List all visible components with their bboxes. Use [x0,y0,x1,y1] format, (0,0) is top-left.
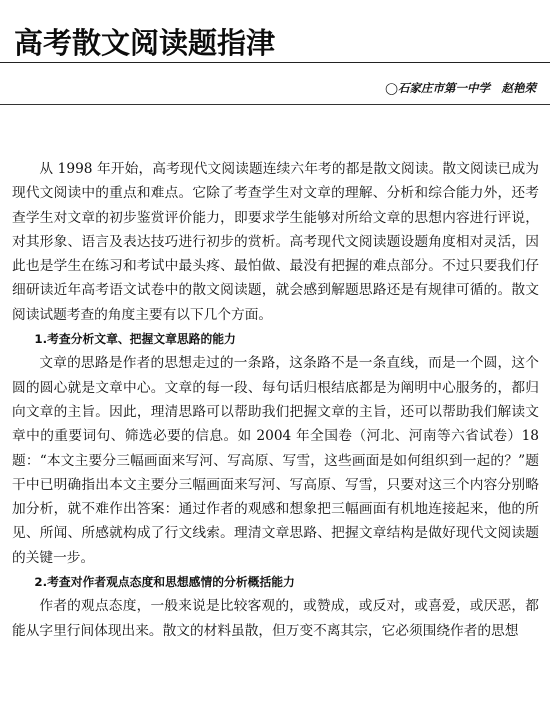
article-body [12,157,539,643]
article-title: 高考散文阅读题指津 [14,26,276,60]
section-1-paragraph: 文章的思路是作者的思想走过的一条路，这条路不是一条直线，而是一个圆，这个圆的圆心就是文章中心。文章的每一段、每句话归根结底都是为阐明中心服务的，都归向文章的主旨。因此，理清思路可以帮助我们把握文章的主旨，还可以帮助我们解读文章中的重要词句、筛选必要的信息。如 2004 年全国卷（河北、河南等六省试卷）18 题：“本文主要分三幅画面来写河、写高原、写雪，这些画面是如何组织到一起的？”题干中已明确指出本文主要分三幅画面来写河、写高原、写雪，只要对这三个内容分别略加分析，就不难作出答案：通过作者的观感和想象把三幅画面有机地连接起来，他的所见、所闻、所感就构成了行文线索。理清文章思路、把握文章结构是做好现代文阅读题的关键一步。 [12,355,539,566]
section-2-paragraph: 作者的观点态度，一般来说是比较客观的，或赞成，或反对，或喜爱，或厌恶，都能从字里行间体现出来。散文的材料虽散，但万变不离其宗，它必须围绕作者的思想 [12,598,539,639]
title-divider [0,62,550,63]
author-byline: ◯石家庄市第一中学 赵艳荣 [385,81,536,95]
byline-divider [0,104,550,105]
section-2-heading: 2.考查对作者观点态度和思想感情的分析概括能力 [34,575,295,590]
section-1-heading: 1.考查分析文章、把握文章思路的能力 [34,332,236,347]
intro-paragraph: 从 1998 年开始，高考现代文阅读题连续六年考的都是散文阅读。散文阅读已成为现代文阅读中的重点和难点。它除了考查学生对文章的理解、分析和综合能力外，还考查学生对文章的初步鉴赏评价能力，即要求学生能够对所给文章的思想内容进行评说，对其形象、语言及表达技巧进行初步的赏析。高考现代文阅读题设题角度相对灵活，因此也是学生在练习和考试中最头疼、最怕做、最没有把握的难点部分。不过只要我们仔细研读近年高考语文试卷中的散文阅读题，就会感到解题思路还是有规律可循的。散文阅读试题考查的角度主要有以下几个方面。 [12,161,539,323]
